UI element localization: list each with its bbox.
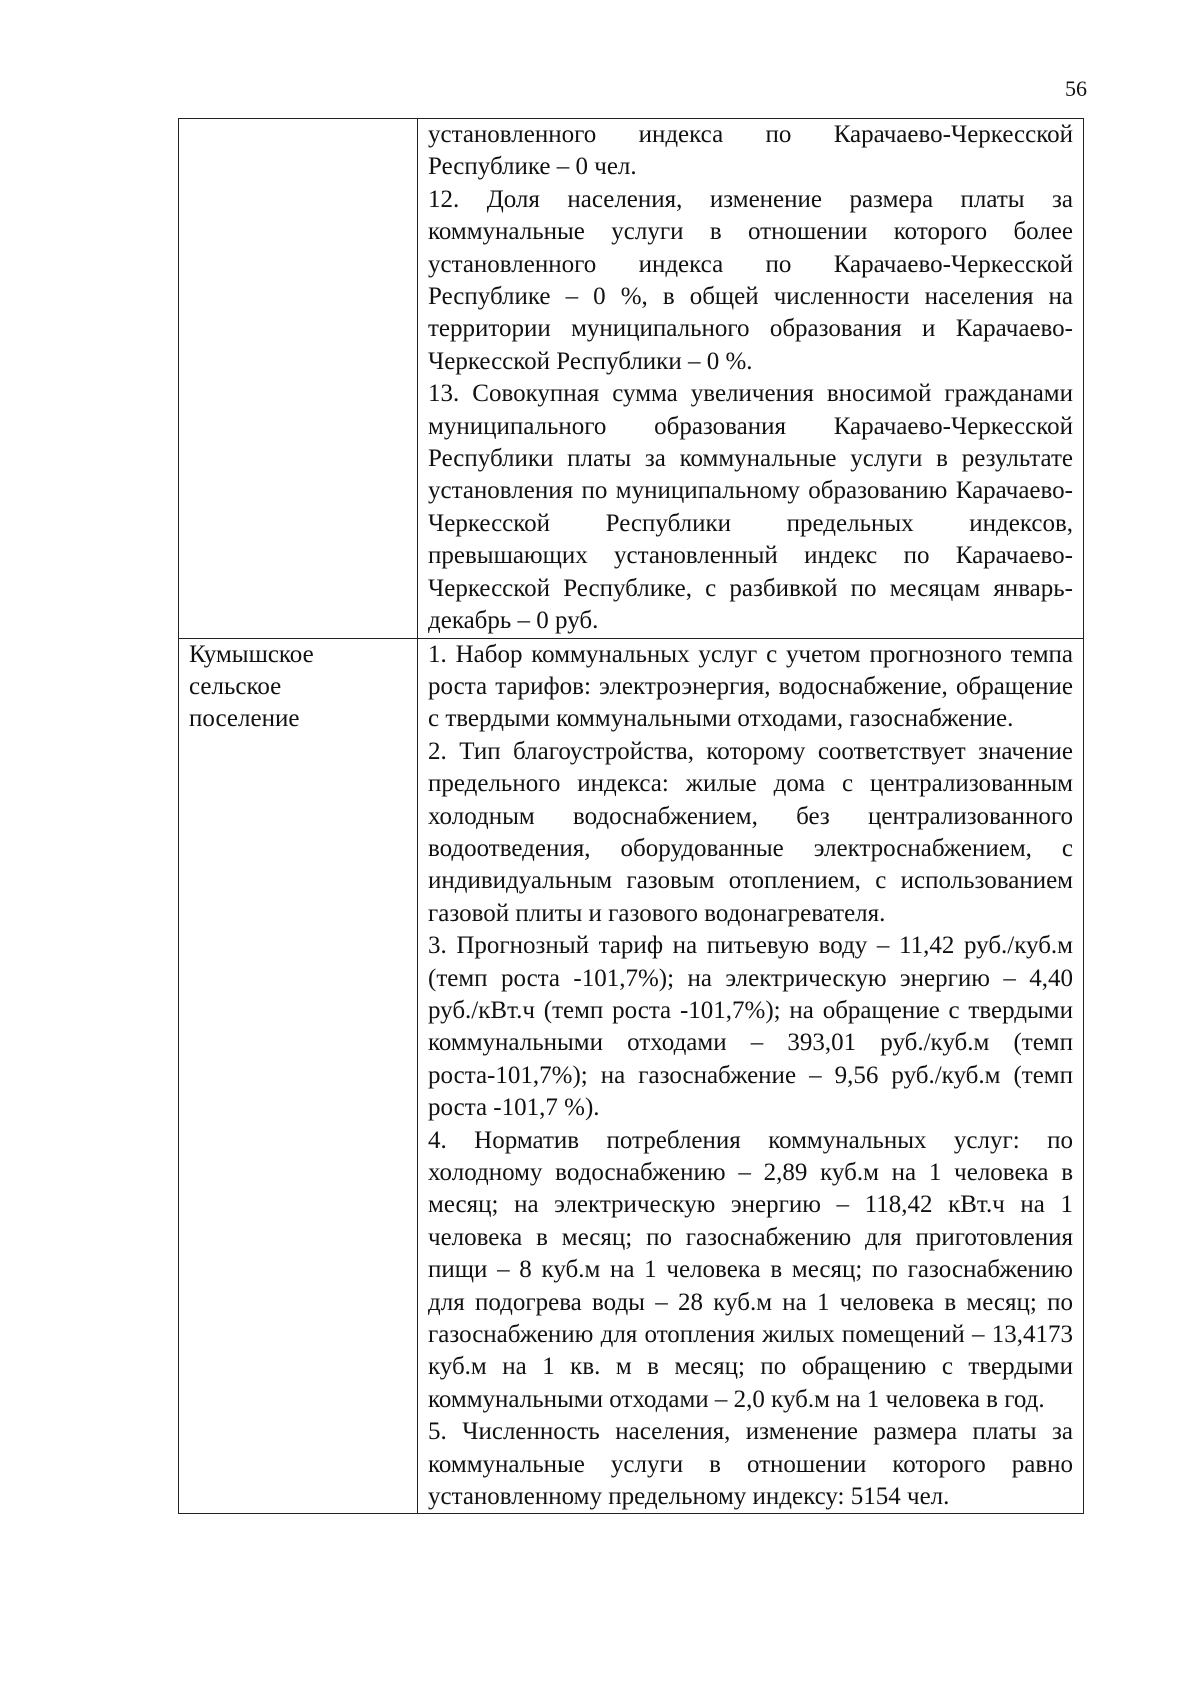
details-paragraph: 2. Тип благоустройства, которому соответствует значение предельного индекса: жилые дома с централизованным холодным водоснабжением, без централизованного водоотведения, оборудованные электроснабжением, с индивидуальным газовым отоплением, с использованием газовой плиты и газового водонагревателя. [428, 737, 1073, 927]
details-paragraph: 4. Норматив потребления коммунальных услуг: по холодному водоснабжению – 2,89 куб.м на 1 человека в месяц; на электрическую энергию – 118,42 кВт.ч на 1 человека в месяц; по газоснабжению для приготовления пищи – 8 куб.м на 1 человека в месяц; по газоснабжению для подогрева воды – 28 куб.м на 1 человека в месяц; по газоснабжению для отопления жилых помещений – 13,4173 куб.м на 1 кв. м в месяц; по обращению с твердыми коммунальными отходами – 2,0 куб.м на 1 человека в год. [428, 1126, 1073, 1413]
table-row [179, 638, 1084, 1514]
municipality-name-line: сельское [189, 672, 282, 700]
details-paragraph: 3. Прогнозный тариф на питьевую воду – 11,42 руб./куб.м (темп роста -101,7%); на электрическую энергию – 4,40 руб./кВт.ч (темп роста -101,7%); на обращение с твердыми коммунальными отходами – 393,01 руб./куб.м (темп роста-101,7%); на газоснабжение – 9,56 руб./куб.м (темп роста -101,7 %). [428, 932, 1073, 1122]
table-row [179, 119, 1084, 639]
details-paragraph: 1. Набор коммунальных услуг с учетом прогнозного темпа роста тарифов: электроэнергия, водоснабжение, обращение с твердыми коммунальными отходами, газоснабжение. [428, 640, 1073, 733]
municipality-name-line: поселение [189, 705, 300, 733]
details-paragraph: 13. Совокупная сумма увеличения вносимой гражданами муниципального образования Карачаево-Черкесской Республики платы за коммунальные услуги в результате установления по муниципальному образованию Карачаево-Черкесской Республики предельных индексов, превышающих установленный индекс по Карачаево-Черкесской Республике, с разбивкой по месяцам январь-декабрь – 0 руб. [428, 380, 1073, 635]
page-number: 56 [1065, 76, 1087, 101]
details-paragraph: установленного индекса по Карачаево-Черкесской Республике – 0 чел. [428, 121, 1073, 181]
municipal-index-table [178, 118, 1084, 1514]
municipality-cell [179, 119, 418, 639]
details-cell [418, 638, 1084, 1514]
details-paragraph: 12. Доля населения, изменение размера платы за коммунальные услуги в отношении которого более установленного индекса по Карачаево-Черкесской Республике – 0 %, в общей численности населения на территории муниципального образования и Карачаево-Черкесской Республики – 0 %. [428, 185, 1073, 375]
details-paragraph: 5. Численность населения, изменение размера платы за коммунальные услуги в отношении которого равно установленному предельному индексу: 5154 чел. [428, 1418, 1073, 1511]
municipality-cell [179, 638, 418, 1514]
details-cell [418, 119, 1084, 639]
municipality-name-line: Кумышское [189, 640, 314, 668]
